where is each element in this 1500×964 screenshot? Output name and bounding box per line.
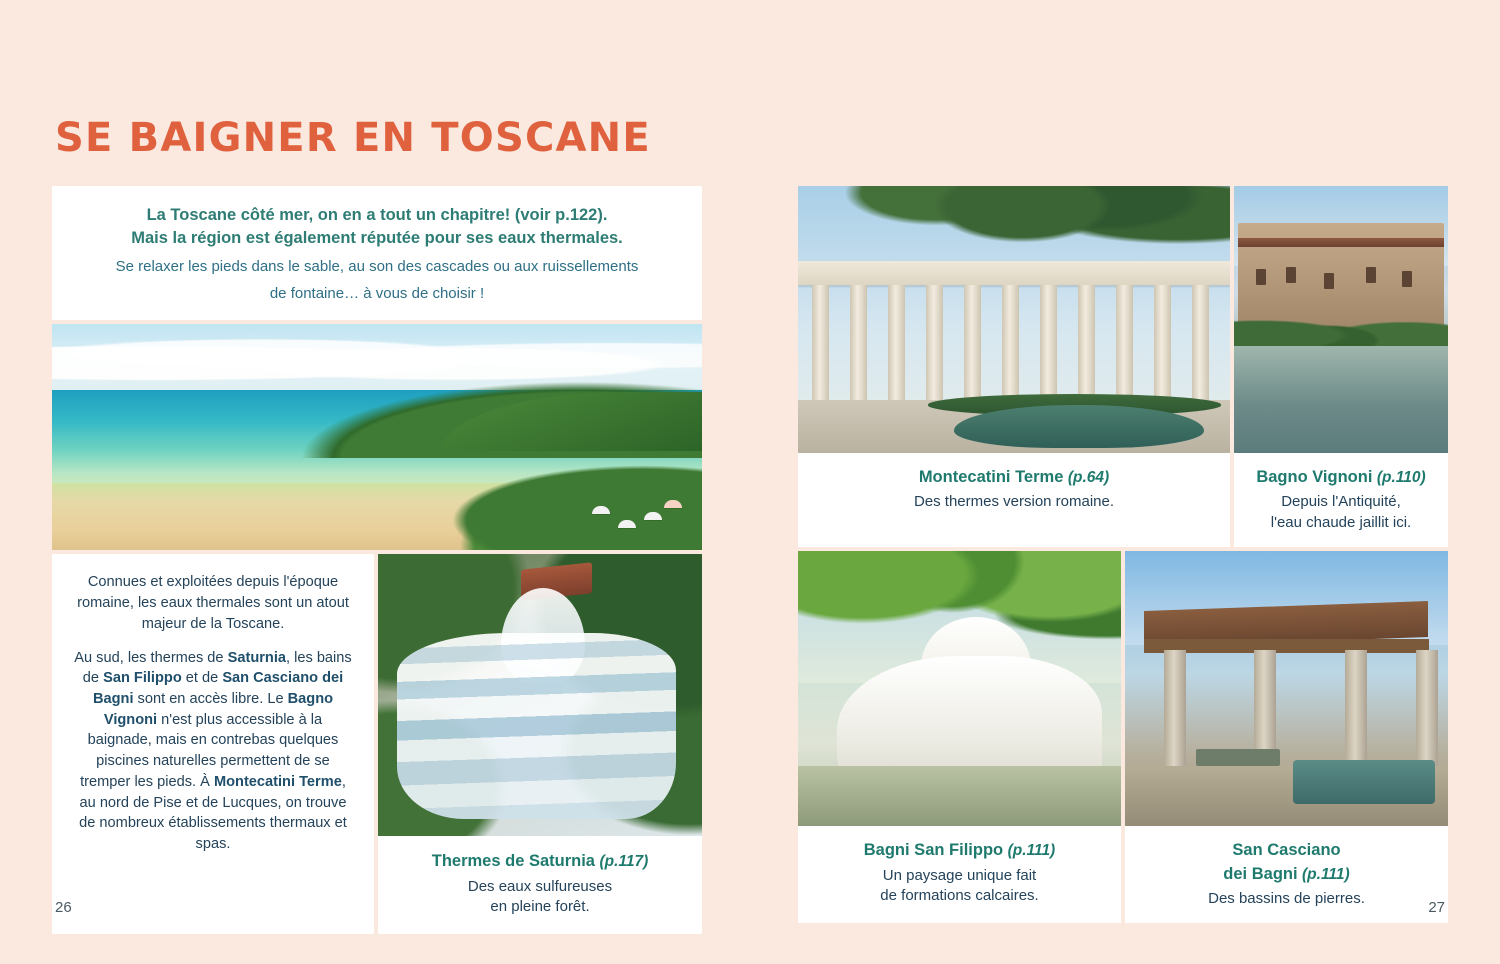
saturnia-photo xyxy=(378,554,702,836)
bagni-san-filippo-card xyxy=(798,551,1121,923)
bagno-vignoni-roof xyxy=(1238,238,1443,247)
montecatini-pool xyxy=(954,405,1205,448)
bagni-san-filippo-photo xyxy=(798,551,1121,826)
body-highlight: Bagno Vignoni xyxy=(103,690,334,728)
bagno-vignoni-caption-desc-1: Depuis l'Antiquité, xyxy=(1281,493,1401,511)
intro-line-2: Mais la région est également réputée pour ses eaux thermales. xyxy=(131,229,623,248)
montecatini-photo xyxy=(798,186,1230,453)
saturnia-caption-title: Thermes de Saturnia xyxy=(431,852,595,871)
window-icon xyxy=(1324,273,1334,289)
beach-umbrella-icon xyxy=(644,512,662,520)
left-lower-row xyxy=(52,554,702,934)
san-casciano-caption-title-1: San Casciano xyxy=(1232,841,1341,860)
beach-umbrella-icon xyxy=(618,520,636,528)
page-number-left: 26 xyxy=(55,899,72,916)
intro-line-1: La Toscane côté mer, on en a tout un chapitre! (voir p.122). xyxy=(146,206,608,224)
montecatini-colonnade xyxy=(798,285,1230,402)
san-casciano-card xyxy=(1125,551,1448,923)
window-icon xyxy=(1286,267,1296,283)
saturnia-caption xyxy=(378,836,702,934)
beach-clouds xyxy=(52,333,702,383)
bagno-vignoni-thermal-pool xyxy=(1234,346,1448,453)
bagno-vignoni-caption-desc-2: l'eau chaude jaillit ici. xyxy=(1270,513,1412,531)
san-casciano-beam xyxy=(1144,639,1428,653)
san-casciano-photo xyxy=(1125,551,1448,826)
intro-line-4: de fontaine… à vous de choisir ! xyxy=(269,284,485,302)
bagno-vignoni-card xyxy=(1234,186,1448,547)
body-text-box xyxy=(52,554,374,934)
body-text-run: sont en accès libre. Le xyxy=(133,690,288,707)
body-text-run: , les bains de xyxy=(82,649,352,687)
right-row-top xyxy=(798,186,1448,547)
bagni-san-filippo-caption-desc-2: de formations calcaires. xyxy=(880,887,1039,905)
beach-umbrella-icon xyxy=(592,506,610,514)
beach-greenery xyxy=(403,451,702,550)
san-casciano-stone-basin xyxy=(1293,760,1435,804)
montecatini-card xyxy=(798,186,1230,547)
montecatini-caption-title: Montecatini Terme xyxy=(918,468,1064,486)
body-highlight: Saturnia xyxy=(227,649,286,666)
bagni-san-filippo-caption-title: Bagni San Filippo xyxy=(863,841,1004,860)
body-text-run: n'est plus accessible à la baignade, mais en contrebas quelques piscines naturelles permettent de se tremper les pieds. À xyxy=(80,711,339,790)
saturnia-travertine-terraces xyxy=(397,633,676,819)
bagno-vignoni-caption-page: (p.110) xyxy=(1376,469,1426,486)
san-casciano-bench xyxy=(1196,749,1280,766)
san-casciano-caption-page: (p.111) xyxy=(1302,865,1350,883)
body-highlight: San Casciano dei Bagni xyxy=(92,670,344,707)
beach-umbrella-icon xyxy=(664,500,682,508)
san-casciano-pillar xyxy=(1345,650,1367,771)
page-title: SE BAIGNER EN TOSCANE xyxy=(55,114,651,161)
bagni-san-filippo-caption-page: (p.111) xyxy=(1007,842,1056,860)
san-casciano-caption xyxy=(1125,826,1448,923)
saturnia-caption-desc-2: en pleine forêt. xyxy=(490,898,590,916)
montecatini-caption-page: (p.64) xyxy=(1067,469,1110,486)
montecatini-entablature xyxy=(798,261,1230,285)
window-icon xyxy=(1366,267,1376,283)
bagni-san-filippo-caption xyxy=(798,826,1121,920)
intro-line-3: Se relaxer les pieds dans le sable, au son des cascades ou aux ruissellements xyxy=(115,257,639,275)
bagni-san-filippo-caption-desc-1: Un paysage unique fait xyxy=(882,866,1037,884)
san-casciano-pillar xyxy=(1164,650,1186,771)
body-paragraph-2 xyxy=(72,648,354,855)
saturnia-card xyxy=(378,554,702,934)
body-paragraph-1: Connues et exploitées depuis l'époque romaine, les eaux thermales sont un atout majeur de la Toscane. xyxy=(77,574,349,632)
bagno-vignoni-caption-title: Bagno Vignoni xyxy=(1256,468,1373,486)
right-row-bottom xyxy=(798,551,1448,923)
intro-text-box xyxy=(52,186,702,320)
saturnia-caption-desc-1: Des eaux sulfureuses xyxy=(467,877,613,895)
window-icon xyxy=(1256,269,1266,285)
body-highlight: Montecatini Terme xyxy=(213,773,342,790)
beach-photo xyxy=(52,324,702,550)
bagno-vignoni-caption xyxy=(1234,453,1448,547)
montecatini-caption xyxy=(798,453,1230,527)
body-text-run: , au nord de Pise et de Lucques, on trouve de nombreux établissements thermaux et spas. xyxy=(79,773,347,852)
san-casciano-pillar xyxy=(1416,650,1438,771)
page-number-right: 27 xyxy=(1428,899,1445,916)
bagni-san-filippo-ground xyxy=(798,766,1121,827)
san-casciano-caption-desc: Des bassins de pierres. xyxy=(1208,889,1365,907)
san-casciano-caption-title-2: dei Bagni xyxy=(1223,864,1298,883)
body-highlight: San Filippo xyxy=(103,670,182,687)
montecatini-caption-desc: Des thermes version romaine. xyxy=(913,493,1115,511)
bagno-vignoni-photo xyxy=(1234,186,1448,453)
window-icon xyxy=(1402,271,1412,287)
saturnia-caption-page: (p.117) xyxy=(599,853,649,871)
body-text-run: et de xyxy=(181,670,223,687)
right-page-column xyxy=(798,186,1448,923)
body-text-run: Au sud, les thermes de xyxy=(74,649,228,666)
